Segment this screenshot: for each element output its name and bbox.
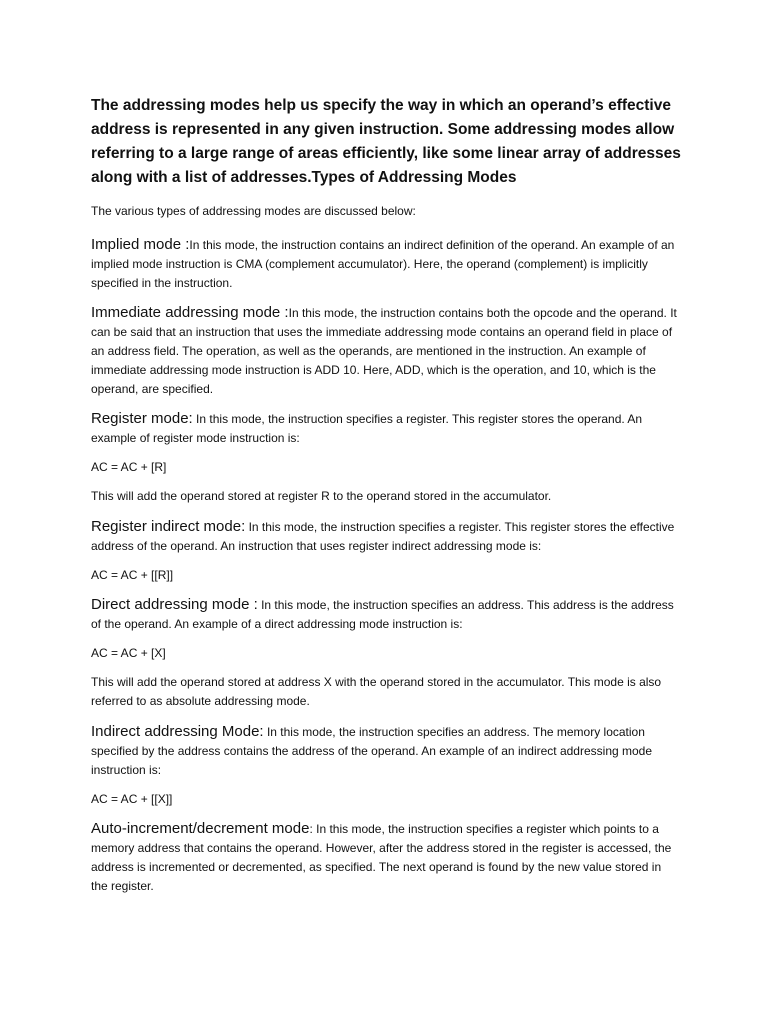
formula-register-mode: AC = AC + [R] xyxy=(91,460,167,474)
section-immediate-addressing-mode xyxy=(91,303,681,399)
intro-paragraph: The addressing modes help us specify the way in which an operand’s effective address is represented in any given instruction. Some addressing modes allow referring to a large range of areas efficiently, like some linear array of addresses along with a list of addresses.Types of Addressing Modes xyxy=(91,97,681,186)
body-auto-increment-decrement-mode: : In this mode, the instruction specifies a register which points to a memory address that contains the operand. However, after the address stored in the register is accessed, the address is incremented or decremented, as specified. The next operand is found by the new value stored in the register. xyxy=(91,822,672,893)
note-direct-addressing-mode: This will add the operand stored at address X with the operand stored in the accumulator. This mode is also referred to as absolute addressing mode. xyxy=(91,675,662,708)
term-immediate-addressing-mode: Immediate addressing mode : xyxy=(91,304,289,321)
body-indirect-addressing-mode: In this mode, the instruction specifies an address. The memory location specified by the address contains the address of the operand. An example of an indirect addressing mode instruction is: xyxy=(91,725,653,777)
section-register-indirect-mode xyxy=(91,517,681,556)
body-register-indirect-mode: In this mode, the instruction specifies a register. This register stores the effective address of the operand. An instruction that uses register indirect addressing mode is: xyxy=(91,520,675,553)
body-direct-addressing-mode: In this mode, the instruction specifies an address. This address is the address of the operand. An example of a direct addressing mode instruction is: xyxy=(91,598,674,631)
body-implied-mode: In this mode, the instruction contains an indirect definition of the operand. An example of an implied mode instruction is CMA (complement accumulator). Here, the operand (complement) is implicitly specified in the instruction. xyxy=(91,238,675,290)
formula-register-indirect-mode: AC = AC + [[R]] xyxy=(91,568,174,582)
section-indirect-addressing-mode xyxy=(91,722,681,780)
term-register-mode: Register mode: xyxy=(91,410,193,427)
formula-indirect-addressing-mode: AC = AC + [[X]] xyxy=(91,792,173,806)
term-implied-mode: Implied mode : xyxy=(91,236,190,253)
body-register-mode: In this mode, the instruction specifies a register. This register stores the operand. An example of register mode instruction is: xyxy=(91,412,643,445)
term-direct-addressing-mode: Direct addressing mode : xyxy=(91,596,258,613)
body-immediate-addressing-mode: In this mode, the instruction contains both the opcode and the operand. It can be said that an instruction that uses the immediate addressing mode contains an operand field in place of an address field. The operation, as well as the operands, are mentioned in the instruction. An example of immediate addressing mode instruction is ADD 10. Here, ADD, which is the operation, and 10, which is the operand, are specified. xyxy=(91,306,677,396)
term-auto-increment-decrement-mode: Auto-increment/decrement mode xyxy=(91,820,310,837)
term-indirect-addressing-mode: Indirect addressing Mode: xyxy=(91,723,264,740)
document-page xyxy=(91,94,681,906)
term-register-indirect-mode: Register indirect mode: xyxy=(91,518,246,535)
section-register-mode xyxy=(91,409,681,448)
note-register-mode: This will add the operand stored at register R to the operand stored in the accumulator. xyxy=(91,489,552,503)
section-direct-addressing-mode xyxy=(91,595,681,634)
lead-paragraph: The various types of addressing modes are discussed below: xyxy=(91,204,416,218)
formula-direct-addressing-mode: AC = AC + [X] xyxy=(91,646,166,660)
section-auto-increment-decrement-mode xyxy=(91,819,681,896)
section-implied-mode xyxy=(91,235,681,293)
